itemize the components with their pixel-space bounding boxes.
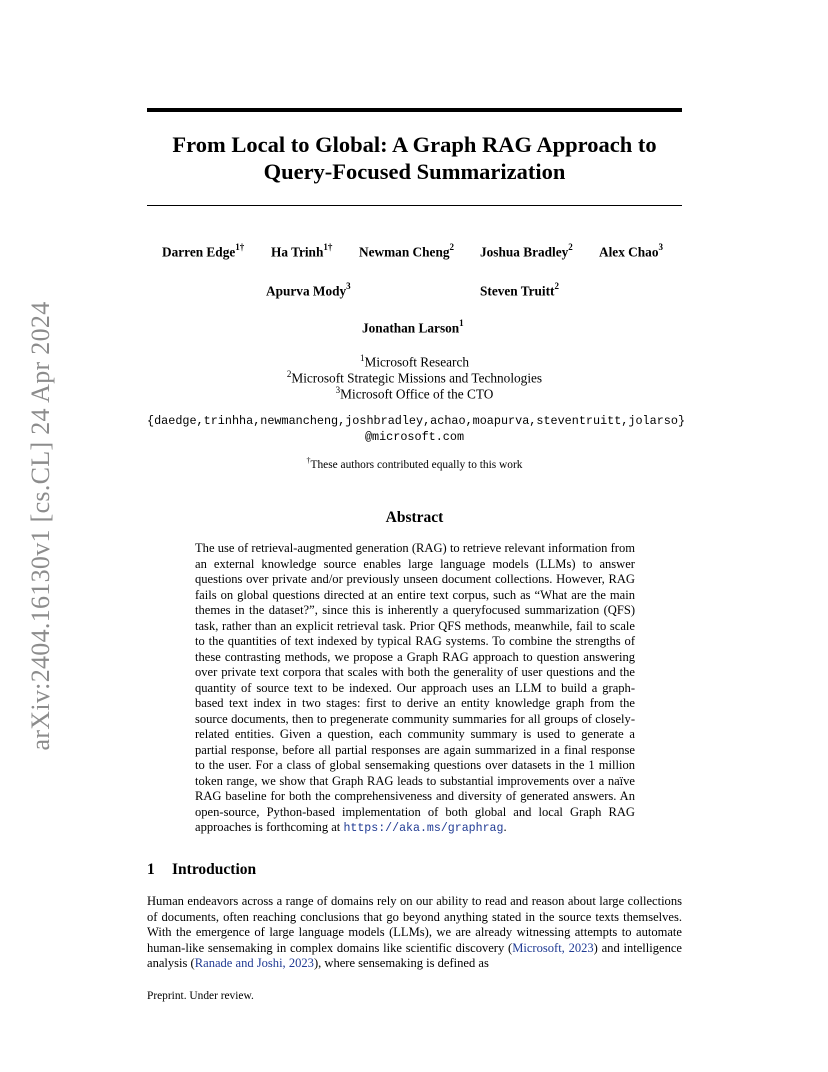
section-heading-introduction (147, 861, 256, 879)
intro-text-1: Human endeavors across a range of domains rely on our ability to read and reason about large collections of documents, often reaching conclusions that go beyond anything stated in the source texts themselves. With the emergence of large language models (LLMs), we are already witnessing attempts to automate human-like sensemaking in complex domains like scientific discovery ( (147, 894, 682, 955)
title-line-1: From Local to Global: A Graph RAG Approach to (172, 132, 657, 157)
graphrag-link[interactable]: https://aka.ms/graphrag (343, 822, 504, 835)
arxiv-stamp: arXiv:2404.16130v1 [cs.CL] 24 Apr 2024 (26, 301, 55, 751)
title-line-2: Query-Focused Summarization (263, 159, 566, 184)
author-ha-trinh: Ha Trinh$^{1\dagger}$ (271, 242, 333, 260)
paper-title (147, 131, 682, 185)
abstract-body (195, 541, 635, 837)
author-newman-cheng: Newman Cheng$^2$ (359, 242, 454, 260)
author-darren-edge: Darren Edge$^{1\dagger}$ (162, 242, 245, 260)
author-apurva-mody: Apurva Mody$^3$ (266, 281, 351, 299)
affiliation-2: $^2$Microsoft Strategic Missions and Technologies (286, 369, 543, 386)
section-title: Introduction (172, 861, 257, 878)
citation-microsoft-2023[interactable]: Microsoft, 2023 (512, 940, 594, 955)
author-joshua-bradley: Joshua Bradley$^2$ (480, 242, 573, 260)
intro-text-3: ), where sensemaking is defined as (313, 956, 489, 971)
author-steven-truitt: Steven Truitt$^2$ (480, 281, 559, 299)
introduction-paragraph (147, 894, 682, 972)
abstract-end: . (503, 820, 507, 834)
citation-ranade-joshi-2023[interactable]: Ranade and Joshi, 2023 (194, 956, 314, 971)
affiliation-1: $^1$Microsoft Research (360, 353, 469, 370)
title-bottom-rule (147, 205, 682, 206)
title-top-rule (147, 108, 682, 112)
abstract-text: The use of retrieval-augmented generation (RAG) to retrieve relevant information from an external knowledge source enables large language models (LLMs) to answer questions over private and/or previously unseen document collections. However, RAG fails on global questions directed at an entire text corpus, such as “What are the main themes in the dataset?”, since this is inherently a queryfocused summarization (QFS) task, rather than an explicit retrieval task. Prior QFS methods, meanwhile, fail to scale to the quantities of text indexed by typical RAG systems. To combine the strengths of these contrasting methods, we propose a Graph RAG approach to question answering over private text corpora that scales with both the generality of user questions and the quantity of source text to be indexed. Our approach uses an LLM to build a graph-based text index in two stages: first to derive an entity knowledge graph from the source documents, then to pregenerate community summaries for all groups of closely-related entities. Given a question, each community summary is used to generate a partial response, before all partial responses are again summarized in a final response to the user. For a class of global sensemaking questions over datasets in the 1 million token range, we show that Graph RAG leads to substantial improvements over a naïve RAG baseline for both the comprehensiveness and diversity of generated answers. An open-source, Python-based implementation of both global and local Graph RAG approaches is forthcoming at (195, 541, 635, 834)
author-alex-chao: Alex Chao$^3$ (599, 242, 663, 260)
author-jonathan-larson: Jonathan Larson$^1$ (362, 318, 464, 336)
equal-contribution-note: †These authors contributed equally to this work (306, 456, 523, 471)
intro-text-2: ) and intelligence analysis ( (147, 940, 682, 971)
author-emails-line-2: @microsoft.com (364, 430, 465, 444)
author-emails-line-1: {daedge,trinhha,newmancheng,joshbradley,achao,moapurva,steventruitt,jolarso} (147, 414, 686, 428)
affiliation-3: $^3$Microsoft Office of the CTO (335, 385, 494, 402)
abstract-heading: Abstract (385, 509, 444, 526)
footer-note: Preprint. Under review. (147, 990, 254, 1002)
section-number: 1 (147, 861, 155, 878)
